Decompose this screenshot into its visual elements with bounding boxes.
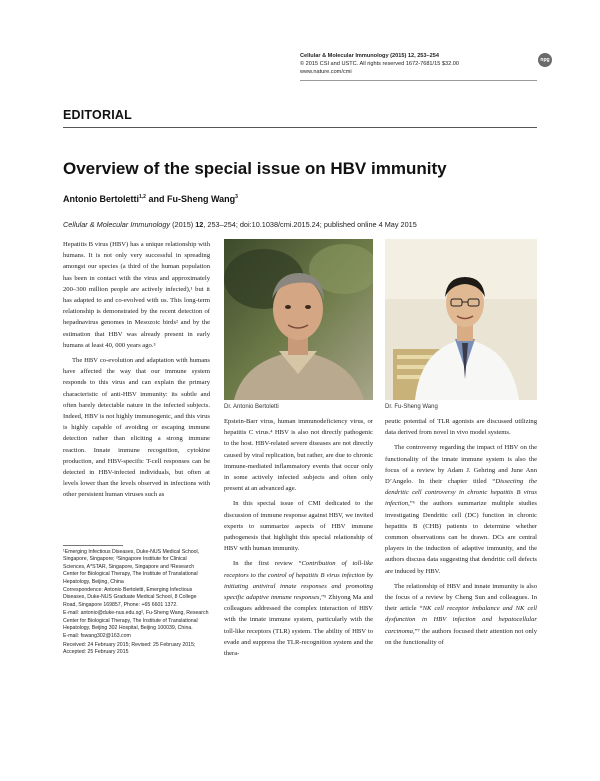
author-2-affil: 3 [235,194,238,200]
paragraph [224,558,373,659]
section-label: EDITORIAL [63,108,132,122]
header-rule [300,80,537,81]
citation-doi: , 253–254; doi:10.1038/cmi.2015.24; published online 4 May 2015 [203,220,417,229]
review-title: Contribution of toll-like receptors to the control of hepatitis B virus infection by initiating antiviral innate responses and promoting specific adaptive immune responses [224,560,373,602]
received-dates: Received: 24 February 2015; Revised: 25 February 2015; Accepted: 25 February 2015 [63,641,196,656]
body-column-1 [63,239,210,505]
npg-logo-icon: npg [538,53,552,67]
text-run: ,”⁶ the authors summarize multiple studies investigating Dendritic cell (DC) function in chronic hepatitis B (CHB) patients to determine whether common observations can be drawn. DCs are central players in the induction of adaptive immunity, and the authors discuss data suggesting that dendritic cell defects are induced by HBV. [385,500,537,575]
review-title: Dissecting the dendritic cell controversy in chronic hepatitis B virus infection [385,478,537,508]
photo-bertoletti [224,239,373,400]
author-1: Antonio Bertoletti [63,194,139,204]
journal-header [300,52,530,76]
paragraph [385,581,537,648]
footnote-rule [63,545,123,546]
author-1-affil: 1,2 [139,194,146,200]
photo-wang [385,239,537,400]
author-conjunction: and [145,194,167,204]
paragraph: The HBV co-evolution and adaptation with humans have affected the way that our immune system responds to this virus and can explain the primary characteristic of anti-HBV immunity: its subtle and often barely detectable nature in the infected subjects. Indeed, HBV is not highly immunogenic, and this virus is highly capable of avoiding or escaping immune detection rather than eliciting a strong immune reaction. Innate immune recognition, cytokine production, and HBV-specific T-cell responses can be detected in HBV-infected individuals, but often at levels lower than the levels observed in infections with other persistent human viruses such as [63,357,210,499]
journal-url[interactable]: www.nature.com/cmi [300,69,352,75]
review-title: NK cell receptor imbalance and NK cell dysfunction in HBV infection and hepatocellular carcinoma [385,605,537,635]
citation-volume: 12 [195,220,204,229]
paragraph [385,442,537,576]
email-1: E-mail: antonio@duke-nus.edu.sg², Fu-Sheng Wang, Research Center for Biological Therapy, The Institute of Translational Hepatology, Beijing 302 Hospital, Beijing 100039, China. [63,610,209,632]
article-citation [63,220,417,229]
portrait-bertoletti-icon [224,239,373,400]
body-column-3 [385,416,537,652]
email-2: E-mail: fswang302@163.com [63,633,131,640]
citation-journal: Cellular & Molecular Immunology [63,220,171,229]
correspondence: Correspondence: Antonio Bertoletti, Emerging Infectious Diseases, Duke-NUS Graduate Medical School, 8 College Road, Singapore 169857, Phone: +65 6601 1372. [63,587,197,608]
affiliations-footnote [63,545,210,658]
text-run: ,”⁷ the authors focused their attention not only on the functionality of [385,627,537,646]
journal-citation: Cellular & Molecular Immunology (2015) 12, 253–254 [300,53,439,59]
paragraph: In this special issue of CMI dedicated to the discussion of immune response against HBV, we invited experts to summarize aspects of HBV immune pathogenesis that highlight this special relationship of HBV with human immunity. [224,500,373,553]
portrait-wang-icon [385,239,537,400]
paragraph: Epstein-Barr virus, human immunodeficiency virus, or hepatitis C virus.⁴ HBV is also not directly pathogenic to the host. HBV-related severe diseases are not directly caused by viral replication, but rather, are due to chronic immune-mediated inflammatory events that occur only in some actively infected subjects and often only present at an advanced age. [224,418,373,493]
paragraph: Hepatitis B virus (HBV) has a unique relationship with humans. It is not only very successful in spreading amongst our species (a third of the human population has been in contact with the virus and approximately 200–300 million people are actively infected),¹ but it has adapted to and co-evolved with us. This long-term relationship is demonstrated by the recent detection of hepadnavirus genomes in Mesozoic birds² and by the estimation that HBV was already present in early humans at least 40, 000 years ago.³ [63,241,210,349]
text-run: The controversy regarding the impact of HBV on the functionality of the innate immune system is also the focus of a review by Adam J. Gehring and June Ann D’Angelo. In their chapter titled “ [385,444,537,486]
body-column-2 [224,416,373,663]
author-2: Fu-Sheng Wang [166,194,236,204]
photo-caption-bertoletti: Dr. Antonio Bertoletti [224,404,279,410]
page-title: Overview of the special issue on HBV immunity [63,159,447,178]
affiliations: ¹Emerging Infectious Diseases, Duke-NUS Medical School, Singapore, Singapore; ²Singapore Institute for Clinical Sciences, A*STAR, Singapore, Singapore and ³Research Center for Biological Therapy, The Institute of Translational Hepatology, Beijing, China [63,549,200,585]
text-run: In the first review “ [233,560,302,568]
text-run: The relationship of HBV and innate immunity is also the focus of a review by Cheng Sun and colleagues. In their article “ [385,582,537,613]
section-rule [63,127,537,128]
citation-year: (2015) [170,220,196,229]
photo-caption-wang: Dr. Fu-Sheng Wang [385,404,438,410]
paragraph: peutic potential of TLR agonists are discussed utilizing data derived from novel in vivo model systems. [385,418,537,437]
copyright: © 2015 CSI and USTC. All rights reserved 1672-7681/15 $32.00 [300,61,459,67]
text-run: ,”⁵ Zhiyong Ma and colleagues addressed the complex interaction of HBV with the innate immune system, particularly with the toll-like receptors (TLR) system. The ability of HBV to evade and suppress the TLR-recognition system and the thera- [224,594,373,658]
author-list [63,194,238,204]
